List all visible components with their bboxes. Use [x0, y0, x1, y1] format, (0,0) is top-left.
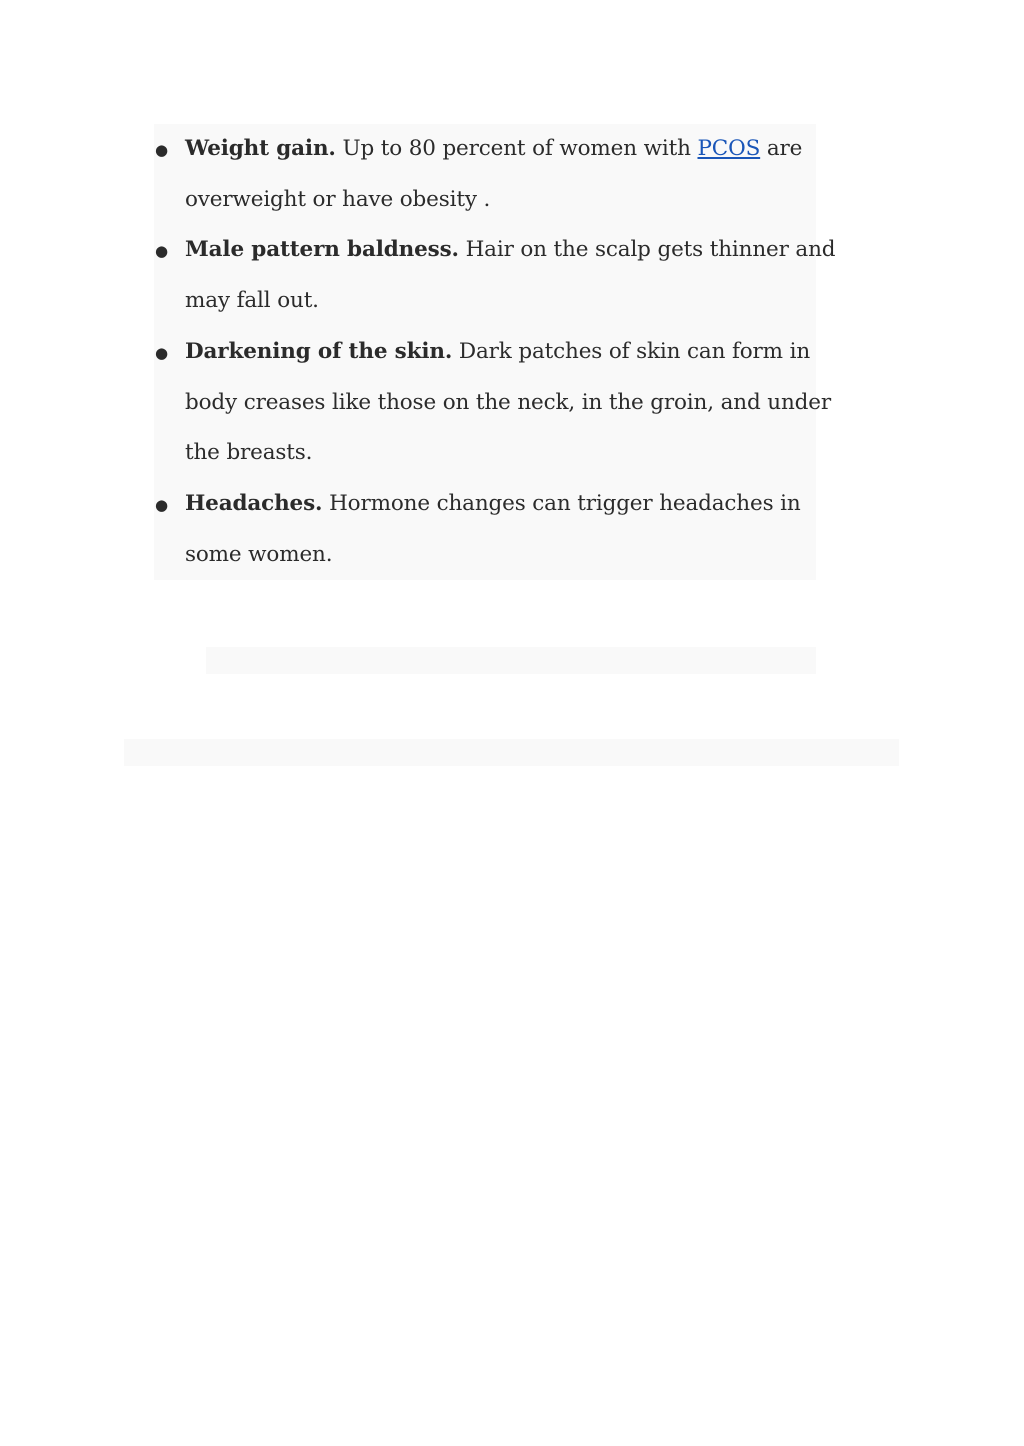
- list-item-weight-gain: [154, 124, 816, 225]
- symptom-list: [154, 124, 836, 580]
- bullet-icon: ●: [155, 242, 168, 261]
- bullet-icon: ●: [155, 141, 168, 159]
- list-item-headaches: [154, 479, 816, 580]
- line-2: overweight or have obesity .: [185, 186, 491, 212]
- pcos-link[interactable]: PCOS: [697, 136, 761, 161]
- line-1: [185, 136, 802, 161]
- symptom-term: Weight gain.: [185, 136, 336, 161]
- bullet-icon: ●: [155, 343, 168, 362]
- list-item-darkening-of-skin: [154, 327, 831, 479]
- symptom-term: Darkening of the skin.: [185, 338, 453, 364]
- line-2: some women.: [185, 541, 333, 567]
- symptom-text-after-link: are: [766, 136, 803, 161]
- symptom-text: Up to 80 percent of women with: [342, 136, 691, 161]
- line-2: body creases like those on the neck, in the groin, and under: [185, 389, 831, 415]
- line-2: may fall out.: [185, 288, 319, 314]
- symptom-list-block: [154, 124, 836, 580]
- list-item-male-pattern-baldness: [154, 225, 836, 326]
- blank-content-bar: [124, 739, 899, 766]
- symptom-text: Hair on the scalp gets thinner and: [465, 237, 836, 263]
- bullet-icon: ●: [155, 495, 168, 514]
- line-1: [185, 237, 835, 262]
- blank-content-bar: [206, 647, 816, 674]
- symptom-term: Headaches.: [185, 490, 323, 516]
- symptom-text: Dark patches of skin can form in: [458, 338, 811, 364]
- line-1: [185, 339, 810, 364]
- symptom-term: Male pattern baldness.: [185, 237, 459, 263]
- line-3: the breasts.: [185, 440, 313, 466]
- line-1: [185, 491, 801, 516]
- symptom-text: Hormone changes can trigger headaches in: [329, 490, 801, 516]
